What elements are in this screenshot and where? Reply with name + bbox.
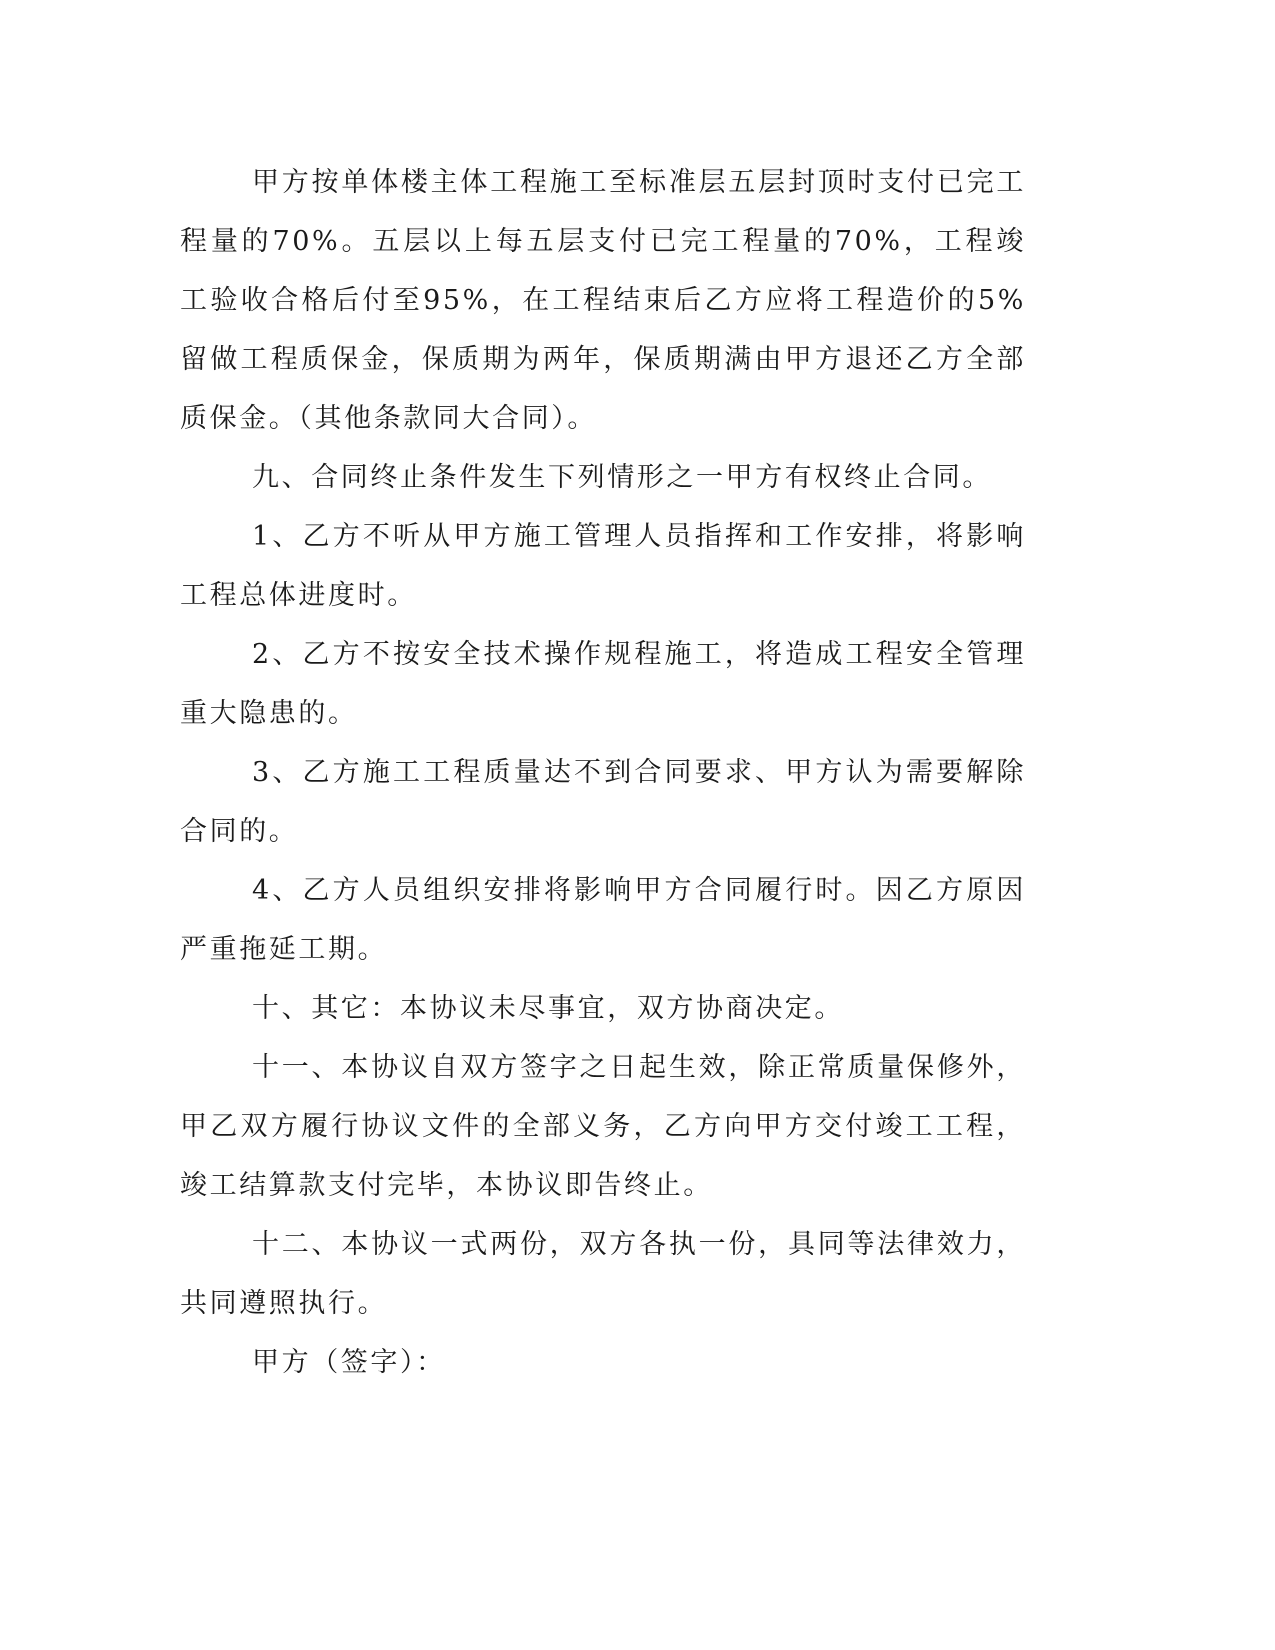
paragraph-payment-terms: 甲方按单体楼主体工程施工至标准层五层封顶时支付已完工程量的70%。五层以上每五层支付已完工程量的70%，工程竣工验收合格后付至95%，在工程结束后乙方应将工程造价的5%留做工程质保金，保质期为两年，保质期满由甲方退还乙方全部质保金。（其他条款同大合同）。 [180, 167, 1026, 434]
paragraph-termination-item-1: 1、乙方不听从甲方施工管理人员指挥和工作安排，将影响工程总体进度时。 [180, 521, 1026, 611]
paragraph-effectiveness: 十一、本协议自双方签字之日起生效，除正常质量保修外，甲乙双方履行协议文件的全部义务，乙方向甲方交付竣工工程，竣工结算款支付完毕，本协议即告终止。 [180, 1052, 1026, 1201]
paragraph-termination-heading: 九、合同终止条件发生下列情形之一甲方有权终止合同。 [252, 462, 992, 493]
paragraph-termination-item-2: 2、乙方不按安全技术操作规程施工，将造成工程安全管理重大隐患的。 [180, 639, 1026, 729]
paragraph-other-matters: 十、其它：本协议未尽事宜，双方协商决定。 [252, 993, 844, 1024]
document-body [180, 153, 1026, 1392]
paragraph-copies: 十二、本协议一式两份，双方各执一份，具同等法律效力，共同遵照执行。 [180, 1229, 1026, 1319]
paragraph-termination-item-3: 3、乙方施工工程质量达不到合同要求、甲方认为需要解除合同的。 [180, 757, 1026, 847]
party-a-signature-line: 甲方（签字）： [252, 1347, 446, 1378]
paragraph-termination-item-4: 4、乙方人员组织安排将影响甲方合同履行时。因乙方原因严重拖延工期。 [180, 875, 1026, 965]
